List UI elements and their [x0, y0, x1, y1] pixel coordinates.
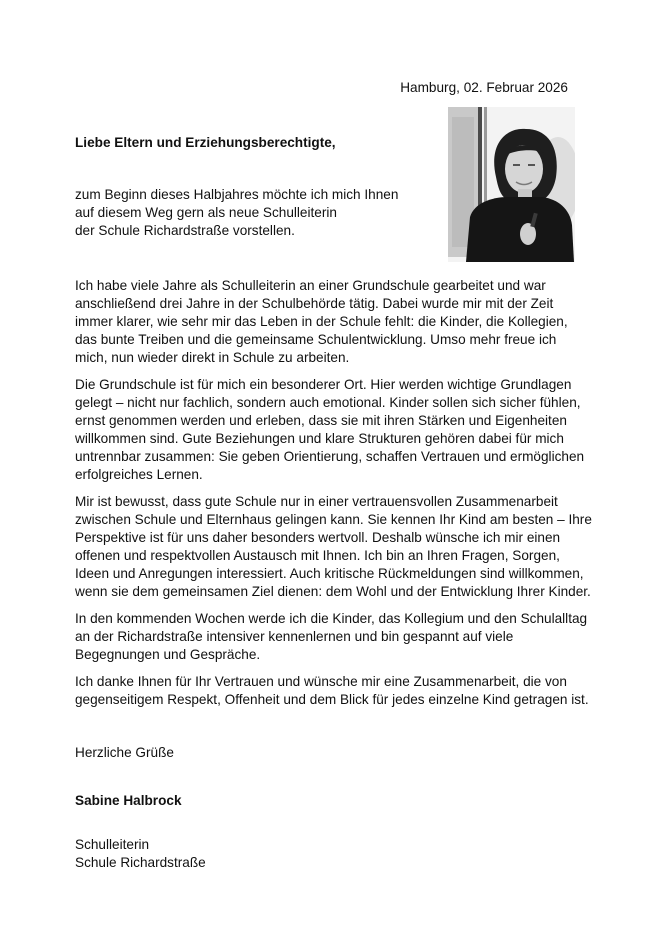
body-paragraph-3	[75, 493, 595, 601]
intro-paragraph	[75, 186, 398, 240]
body-line: offenen und respektvollen Austausch mit Ihnen. Ich bin an Ihren Fragen, Sorgen,	[75, 548, 560, 563]
body-paragraph-4	[75, 610, 595, 664]
body-line: erfolgreiches Lernen.	[75, 467, 203, 482]
body-line: zwischen Schule und Elternhaus gelingen kann. Sie kennen Ihr Kind am besten – Ihre	[75, 512, 592, 527]
body-line: an der Richardstraße intensiver kennenlernen und bin gespannt auf viele	[75, 629, 514, 644]
signature-name: Sabine Halbrock	[75, 793, 182, 808]
intro-line: zum Beginn dieses Halbjahres möchte ich mich Ihnen	[75, 187, 399, 202]
closing-greeting: Herzliche Grüße	[75, 745, 174, 760]
body-line: Mir ist bewusst, dass gute Schule nur in einer vertrauensvollen Zusammenarbeit	[75, 494, 558, 509]
portrait-photo	[448, 107, 575, 262]
body-line: Ich habe viele Jahre als Schulleiterin an einer Grundschule gearbeitet und war	[75, 278, 546, 293]
body-line: Ich danke Ihnen für Ihr Vertrauen und wünsche mir eine Zusammenarbeit, die von	[75, 674, 567, 689]
body-line: anschließend drei Jahre in der Schulbehörde tätig. Dabei wurde mir mit der Zeit	[75, 296, 554, 311]
body-line: mich, nun wieder direkt in Schule zu arbeiten.	[75, 350, 350, 365]
body-line: ernst genommen werden und erleben, dass sie mit ihren Stärken und Eigenheiten	[75, 413, 567, 428]
body-line: gegenseitigem Respekt, Offenheit und dem Blick für jedes einzelne Kind getragen ist.	[75, 692, 589, 707]
body-line: immer klarer, wie sehr mir das Leben in der Schule fehlt: die Kinder, die Kollegien,	[75, 314, 568, 329]
body-line: wenn sie dem gemeinsamen Ziel dienen: dem Wohl und der Entwicklung Ihrer Kinder.	[75, 584, 591, 599]
school-name: Schule Richardstraße	[75, 855, 206, 870]
body-line: Die Grundschule ist für mich ein besonderer Ort. Hier werden wichtige Grundlagen	[75, 377, 572, 392]
body-line: gelegt – nicht nur fachlich, sondern auch emotional. Kinder sollen sich sicher fühlen,	[75, 395, 581, 410]
body-line: Ideen und Anregungen interessiert. Auch kritische Rückmeldungen sind willkommen,	[75, 566, 584, 581]
body-line: willkommen sind. Gute Beziehungen und klare Strukturen gehören dabei für mich	[75, 431, 564, 446]
portrait-image	[448, 107, 575, 262]
place-date: Hamburg, 02. Februar 2026	[400, 80, 568, 95]
body-line: untrennbar zusammen: Sie geben Orientierung, schaffen Vertrauen und ermöglichen	[75, 449, 585, 464]
body-paragraph-1	[75, 277, 595, 367]
intro-line: der Schule Richardstraße vorstellen.	[75, 223, 295, 238]
body-line: In den kommenden Wochen werde ich die Kinder, das Kollegium und den Schulalltag	[75, 611, 588, 626]
body-line: Perspektive ist für uns daher besonders wertvoll. Deshalb wünsche ich mir einen	[75, 530, 561, 545]
signature-role	[75, 836, 206, 872]
body-paragraph-2	[75, 376, 595, 484]
body-line: Begegnungen und Gespräche.	[75, 647, 261, 662]
letter-body	[75, 277, 595, 718]
role-title: Schulleiterin	[75, 837, 150, 852]
body-paragraph-5	[75, 673, 595, 709]
intro-line: auf diesem Weg gern als neue Schulleiterin	[75, 205, 337, 220]
body-line: das bunte Treiben und die gemeinsame Schulentwicklung. Umso mehr freue ich	[75, 332, 557, 347]
salutation: Liebe Eltern und Erziehungsberechtigte,	[75, 135, 336, 150]
